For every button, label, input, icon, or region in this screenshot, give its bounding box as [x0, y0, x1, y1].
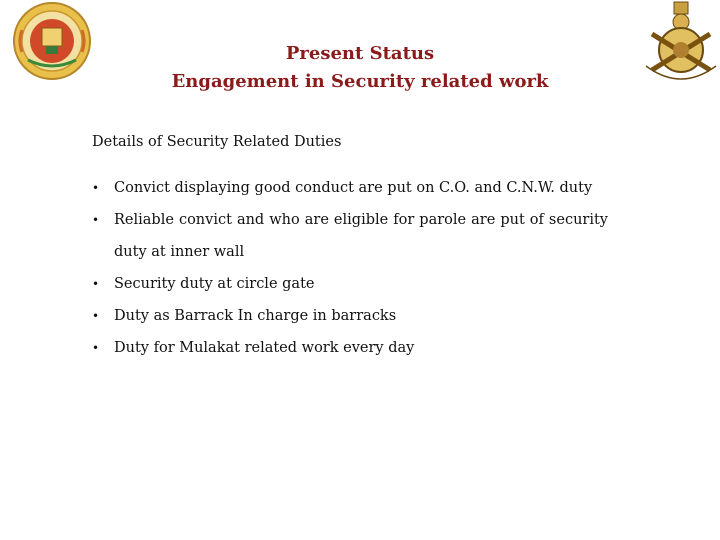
title-line-2: Engagement in Security related work	[171, 71, 549, 92]
list-item	[92, 300, 608, 332]
list-item-text: Reliable convict and who are eligible for parole are put of security duty at inner wall	[114, 212, 608, 260]
slide-title	[0, 40, 720, 96]
title-line-1: Present Status	[285, 43, 435, 64]
bullet-icon: •	[92, 277, 100, 291]
list-item-text: Convict displaying good conduct are put on C.O. and C.N.W. duty	[114, 180, 593, 196]
list-item-text: Security duty at circle gate	[114, 276, 315, 292]
bullet-icon: •	[92, 309, 100, 323]
list-item-text: Duty as Barrack In charge in barracks	[114, 308, 397, 324]
list-item	[92, 172, 608, 204]
duties-list	[92, 172, 608, 364]
list-item	[92, 332, 608, 364]
list-item	[92, 268, 608, 300]
section-heading: Details of Security Related Duties	[92, 134, 342, 150]
bullet-icon: •	[92, 213, 100, 227]
bullet-icon: •	[92, 341, 100, 355]
list-item	[92, 204, 608, 268]
bullet-icon: •	[92, 181, 100, 195]
duties-section	[92, 132, 608, 364]
list-item-text: Duty for Mulakat related work every day	[114, 340, 415, 356]
